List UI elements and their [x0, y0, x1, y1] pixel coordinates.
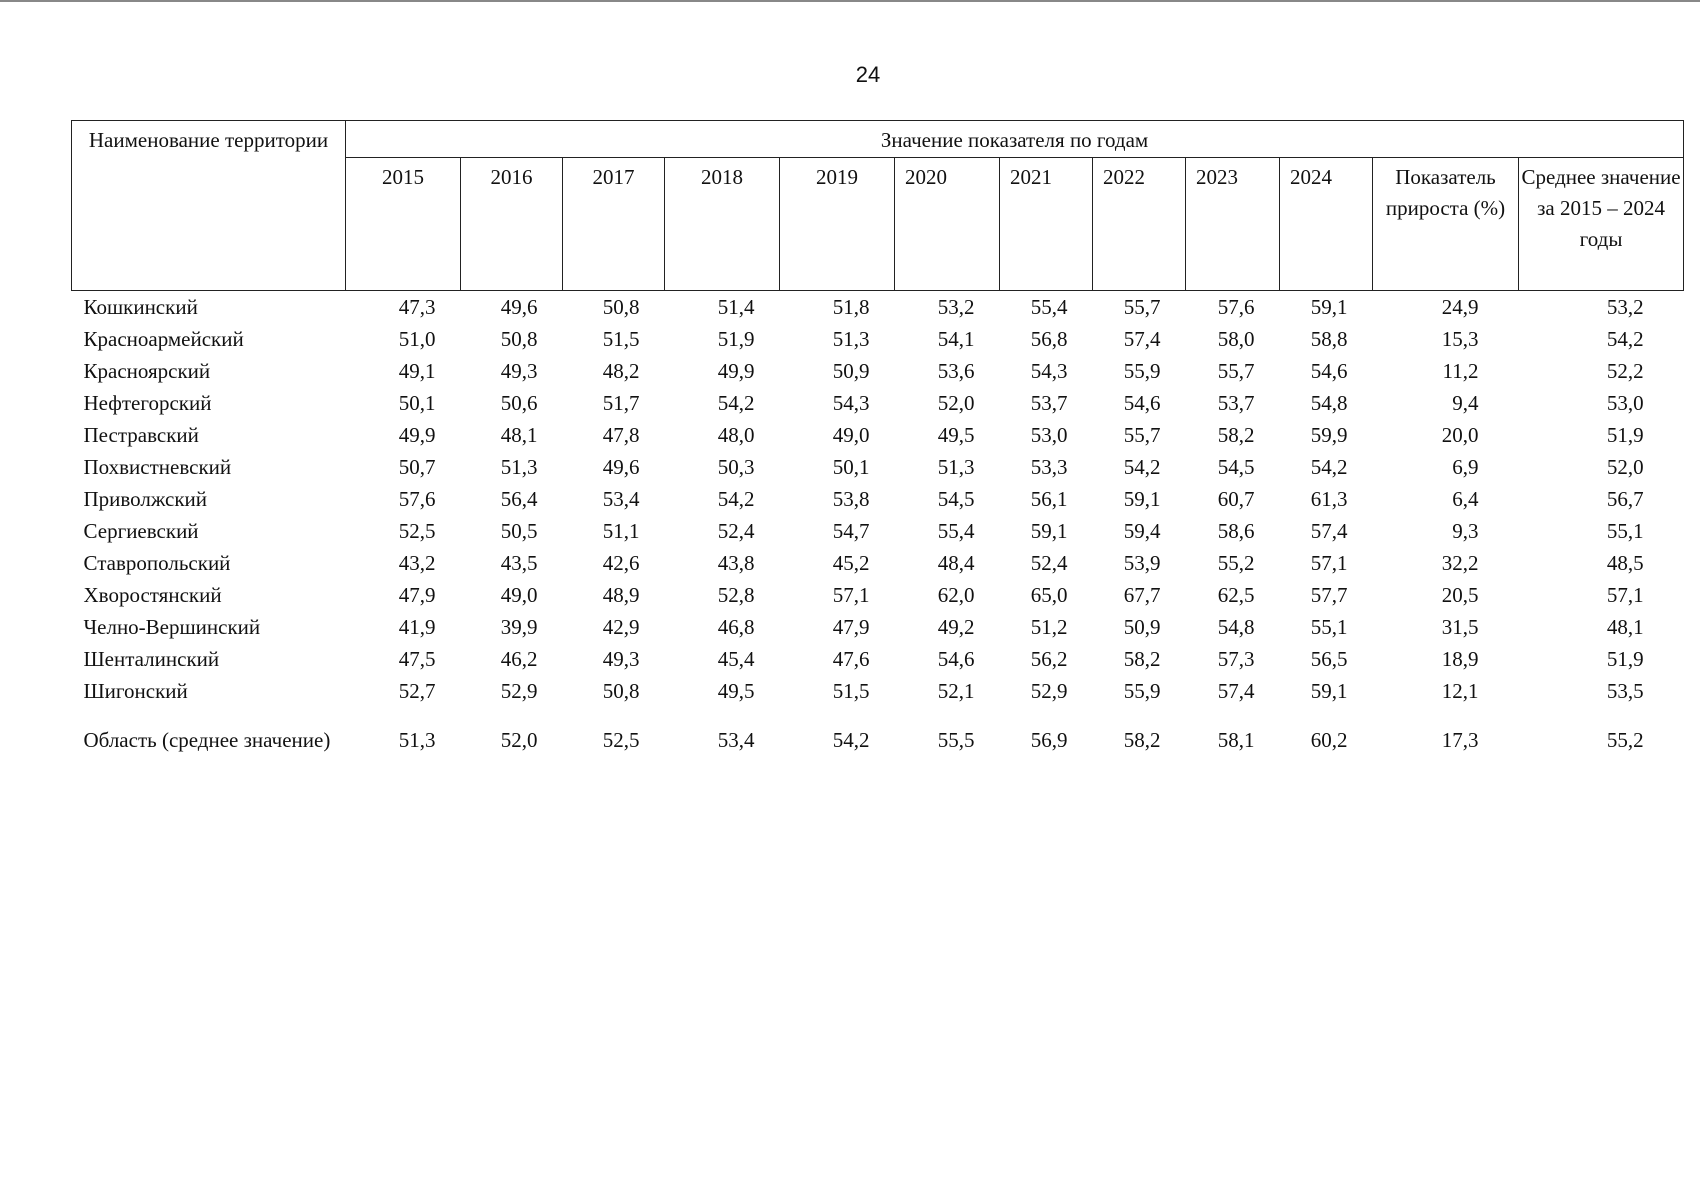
table-row [72, 387, 1684, 419]
year-value-cell: 51,9 [717, 327, 755, 351]
page-number: 24 [855, 62, 881, 87]
year-value-cell: 42,6 [602, 551, 640, 575]
year-value-cell: 59,9 [1310, 423, 1348, 447]
year-value-cell: 59,4 [1123, 519, 1161, 543]
year-value-cell: 49,0 [832, 423, 870, 447]
year-value-cell: 55,2 [1217, 551, 1255, 575]
year-value-cell: 51,3 [398, 728, 436, 752]
average-cell: 52,0 [1606, 455, 1644, 479]
territory-name: Сергиевский [83, 519, 199, 543]
year-value-cell: 56,4 [500, 487, 538, 511]
average-cell: 52,2 [1606, 359, 1644, 383]
year-value-cell: 49,9 [398, 423, 436, 447]
year-value-cell: 51,3 [832, 327, 870, 351]
year-value-cell: 55,7 [1123, 295, 1161, 319]
year-value-cell: 54,6 [1123, 391, 1161, 415]
territory-name: Похвистневский [83, 455, 232, 479]
year-value-cell: 52,5 [602, 728, 640, 752]
year-value-cell: 58,2 [1217, 423, 1255, 447]
year-value-cell: 53,6 [937, 359, 975, 383]
year-value-cell: 52,8 [717, 583, 755, 607]
growth-cell: 32,2 [1441, 551, 1479, 575]
year-value-cell: 53,4 [717, 728, 755, 752]
year-value-cell: 49,6 [602, 455, 640, 479]
year-value-cell: 51,3 [937, 455, 975, 479]
year-value-cell: 51,2 [1030, 615, 1068, 639]
growth-cell: 6,4 [1452, 487, 1479, 511]
average-cell: 55,2 [1606, 728, 1644, 752]
territory-name: Шигонский [83, 679, 188, 703]
year-value-cell: 59,1 [1123, 487, 1161, 511]
year-value-cell: 57,4 [1123, 327, 1161, 351]
year-value-cell: 54,3 [1030, 359, 1068, 383]
year-value-cell: 53,2 [937, 295, 975, 319]
territory-name: Приволжский [83, 487, 208, 511]
year-value-cell: 55,9 [1123, 679, 1161, 703]
table-row [72, 579, 1684, 611]
table-row [72, 483, 1684, 515]
year-value-cell: 50,9 [1123, 615, 1161, 639]
table-row [72, 547, 1684, 579]
year-value-cell: 54,2 [717, 487, 755, 511]
year-value-cell: 46,2 [500, 647, 538, 671]
year-value-cell: 51,4 [717, 295, 755, 319]
year-value-cell: 57,4 [1217, 679, 1255, 703]
year-value-cell: 49,0 [500, 583, 538, 607]
year-value-cell: 55,5 [937, 728, 975, 752]
year-value-cell: 67,7 [1123, 583, 1161, 607]
year-value-cell: 48,1 [500, 423, 538, 447]
year-value-cell: 57,6 [398, 487, 436, 511]
year-value-cell: 49,3 [602, 647, 640, 671]
year-value-cell: 54,8 [1217, 615, 1255, 639]
years-group-header: Значение показателя по годам [346, 121, 1684, 158]
year-value-cell: 54,2 [1123, 455, 1161, 479]
table-row [72, 323, 1684, 355]
year-value-cell: 59,1 [1310, 679, 1348, 703]
year-header: 2016 [461, 158, 563, 291]
year-header: 2018 [665, 158, 780, 291]
average-cell: 53,2 [1606, 295, 1644, 319]
growth-cell: 17,3 [1441, 728, 1479, 752]
table-row [72, 419, 1684, 451]
table-row [72, 611, 1684, 643]
year-value-cell: 52,9 [500, 679, 538, 703]
territory-name: Нефтегорский [83, 391, 212, 415]
year-value-cell: 53,3 [1030, 455, 1068, 479]
average-cell: 55,1 [1606, 519, 1644, 543]
territory-name: Челно-Вершинский [83, 615, 261, 639]
year-value-cell: 54,5 [937, 487, 975, 511]
year-value-cell: 53,7 [1217, 391, 1255, 415]
year-value-cell: 54,8 [1310, 391, 1348, 415]
year-header: 2024 [1280, 158, 1373, 291]
growth-cell: 18,9 [1441, 647, 1479, 671]
year-value-cell: 56,1 [1030, 487, 1068, 511]
average-cell: 57,1 [1606, 583, 1644, 607]
year-value-cell: 57,6 [1217, 295, 1255, 319]
year-value-cell: 54,2 [1310, 455, 1348, 479]
year-value-cell: 58,0 [1217, 327, 1255, 351]
year-value-cell: 52,7 [398, 679, 436, 703]
year-value-cell: 50,1 [398, 391, 436, 415]
year-value-cell: 58,1 [1217, 728, 1255, 752]
growth-cell: 9,4 [1452, 391, 1479, 415]
growth-header: Показатель прироста (%) [1373, 158, 1519, 291]
year-value-cell: 49,5 [717, 679, 755, 703]
year-value-cell: 60,7 [1217, 487, 1255, 511]
year-value-cell: 39,9 [500, 615, 538, 639]
year-value-cell: 50,3 [717, 455, 755, 479]
year-value-cell: 53,0 [1030, 423, 1068, 447]
year-value-cell: 58,8 [1310, 327, 1348, 351]
growth-cell: 6,9 [1452, 455, 1479, 479]
year-value-cell: 61,3 [1310, 487, 1348, 511]
year-value-cell: 55,9 [1123, 359, 1161, 383]
year-header: 2017 [563, 158, 665, 291]
year-value-cell: 43,5 [500, 551, 538, 575]
average-cell: 48,1 [1606, 615, 1644, 639]
year-value-cell: 58,6 [1217, 519, 1255, 543]
table-row [72, 643, 1684, 675]
growth-cell: 20,0 [1441, 423, 1479, 447]
year-value-cell: 55,4 [937, 519, 975, 543]
growth-cell: 24,9 [1441, 295, 1479, 319]
year-value-cell: 62,5 [1217, 583, 1255, 607]
year-value-cell: 46,8 [717, 615, 755, 639]
year-value-cell: 55,1 [1310, 615, 1348, 639]
table-body [72, 291, 1684, 774]
territory-name: Кошкинский [83, 295, 198, 319]
year-value-cell: 49,2 [937, 615, 975, 639]
territory-name: Красноармейский [83, 327, 244, 351]
territory-name: Область (среднее значение) [83, 728, 331, 752]
territory-name: Шенталинский [83, 647, 220, 671]
year-value-cell: 54,6 [1310, 359, 1348, 383]
average-cell: 51,9 [1606, 423, 1644, 447]
year-value-cell: 53,7 [1030, 391, 1068, 415]
year-value-cell: 57,1 [1310, 551, 1348, 575]
year-value-cell: 51,8 [832, 295, 870, 319]
year-value-cell: 52,1 [937, 679, 975, 703]
year-value-cell: 48,0 [717, 423, 755, 447]
territory-header: Наименование территории [72, 121, 346, 291]
year-value-cell: 47,6 [832, 647, 870, 671]
year-value-cell: 51,7 [602, 391, 640, 415]
year-value-cell: 57,3 [1217, 647, 1255, 671]
year-value-cell: 50,5 [500, 519, 538, 543]
year-value-cell: 48,9 [602, 583, 640, 607]
year-value-cell: 56,5 [1310, 647, 1348, 671]
year-value-cell: 56,8 [1030, 327, 1068, 351]
average-cell: 51,9 [1606, 647, 1644, 671]
year-value-cell: 47,5 [398, 647, 436, 671]
year-value-cell: 60,2 [1310, 728, 1348, 752]
year-value-cell: 57,1 [832, 583, 870, 607]
year-value-cell: 51,5 [832, 679, 870, 703]
average-cell: 48,5 [1606, 551, 1644, 575]
average-cell: 53,5 [1606, 679, 1644, 703]
growth-cell: 12,1 [1441, 679, 1479, 703]
growth-cell: 11,2 [1442, 359, 1479, 383]
year-value-cell: 53,8 [832, 487, 870, 511]
year-value-cell: 49,3 [500, 359, 538, 383]
year-value-cell: 42,9 [602, 615, 640, 639]
year-value-cell: 41,9 [398, 615, 436, 639]
year-value-cell: 62,0 [937, 583, 975, 607]
year-value-cell: 43,2 [398, 551, 436, 575]
year-value-cell: 52,5 [398, 519, 436, 543]
year-value-cell: 54,2 [717, 391, 755, 415]
year-header: 2015 [346, 158, 461, 291]
indicator-table [71, 120, 1684, 773]
year-value-cell: 54,1 [937, 327, 975, 351]
year-value-cell: 57,7 [1310, 583, 1348, 607]
table-row [72, 451, 1684, 483]
year-value-cell: 58,2 [1123, 728, 1161, 752]
year-value-cell: 54,5 [1217, 455, 1255, 479]
year-value-cell: 52,0 [937, 391, 975, 415]
year-value-cell: 55,7 [1217, 359, 1255, 383]
year-header: 2020 [895, 158, 1000, 291]
territory-name: Хворостянский [83, 583, 222, 607]
year-value-cell: 52,0 [500, 728, 538, 752]
year-value-cell: 55,7 [1123, 423, 1161, 447]
year-value-cell: 54,3 [832, 391, 870, 415]
territory-name: Ставропольский [83, 551, 231, 575]
year-value-cell: 50,7 [398, 455, 436, 479]
year-value-cell: 54,2 [832, 728, 870, 752]
year-value-cell: 51,1 [602, 519, 640, 543]
year-value-cell: 54,6 [937, 647, 975, 671]
year-value-cell: 59,1 [1030, 519, 1068, 543]
territory-name: Пестравский [83, 423, 199, 447]
year-value-cell: 57,4 [1310, 519, 1348, 543]
growth-cell: 15,3 [1441, 327, 1479, 351]
table-row [72, 675, 1684, 707]
year-value-cell: 53,4 [602, 487, 640, 511]
year-value-cell: 45,2 [832, 551, 870, 575]
year-value-cell: 50,8 [602, 295, 640, 319]
table-row [72, 291, 1684, 324]
year-value-cell: 43,8 [717, 551, 755, 575]
growth-cell: 20,5 [1441, 583, 1479, 607]
year-value-cell: 50,6 [500, 391, 538, 415]
year-value-cell: 52,4 [717, 519, 755, 543]
total-row [72, 707, 1684, 773]
territory-name: Красноярский [83, 359, 211, 383]
year-header: 2021 [1000, 158, 1093, 291]
year-value-cell: 47,9 [398, 583, 436, 607]
year-value-cell: 45,4 [717, 647, 755, 671]
scan-edge-line [0, 0, 1700, 2]
year-value-cell: 47,9 [832, 615, 870, 639]
year-header: 2022 [1093, 158, 1186, 291]
growth-cell: 9,3 [1452, 519, 1479, 543]
year-value-cell: 55,4 [1030, 295, 1068, 319]
year-value-cell: 48,2 [602, 359, 640, 383]
year-value-cell: 47,3 [398, 295, 436, 319]
year-value-cell: 54,7 [832, 519, 870, 543]
year-value-cell: 49,6 [500, 295, 538, 319]
year-value-cell: 49,1 [398, 359, 436, 383]
year-header: 2019 [780, 158, 895, 291]
average-cell: 56,7 [1606, 487, 1644, 511]
year-value-cell: 50,8 [500, 327, 538, 351]
year-value-cell: 65,0 [1030, 583, 1068, 607]
year-value-cell: 53,9 [1123, 551, 1161, 575]
year-value-cell: 56,2 [1030, 647, 1068, 671]
year-value-cell: 59,1 [1310, 295, 1348, 319]
table-row [72, 355, 1684, 387]
year-value-cell: 49,5 [937, 423, 975, 447]
table-row [72, 515, 1684, 547]
year-value-cell: 51,3 [500, 455, 538, 479]
year-value-cell: 52,4 [1030, 551, 1068, 575]
year-header: 2023 [1186, 158, 1280, 291]
average-header: Среднее значение за 2015 – 2024 годы [1519, 158, 1684, 291]
year-value-cell: 56,9 [1030, 728, 1068, 752]
year-value-cell: 49,9 [717, 359, 755, 383]
year-value-cell: 48,4 [937, 551, 975, 575]
year-value-cell: 50,1 [832, 455, 870, 479]
growth-cell: 31,5 [1441, 615, 1479, 639]
average-cell: 53,0 [1606, 391, 1644, 415]
year-value-cell: 58,2 [1123, 647, 1161, 671]
average-cell: 54,2 [1606, 327, 1644, 351]
year-value-cell: 50,8 [602, 679, 640, 703]
year-value-cell: 47,8 [602, 423, 640, 447]
year-value-cell: 50,9 [832, 359, 870, 383]
year-value-cell: 52,9 [1030, 679, 1068, 703]
year-value-cell: 51,0 [398, 327, 436, 351]
year-value-cell: 51,5 [602, 327, 640, 351]
